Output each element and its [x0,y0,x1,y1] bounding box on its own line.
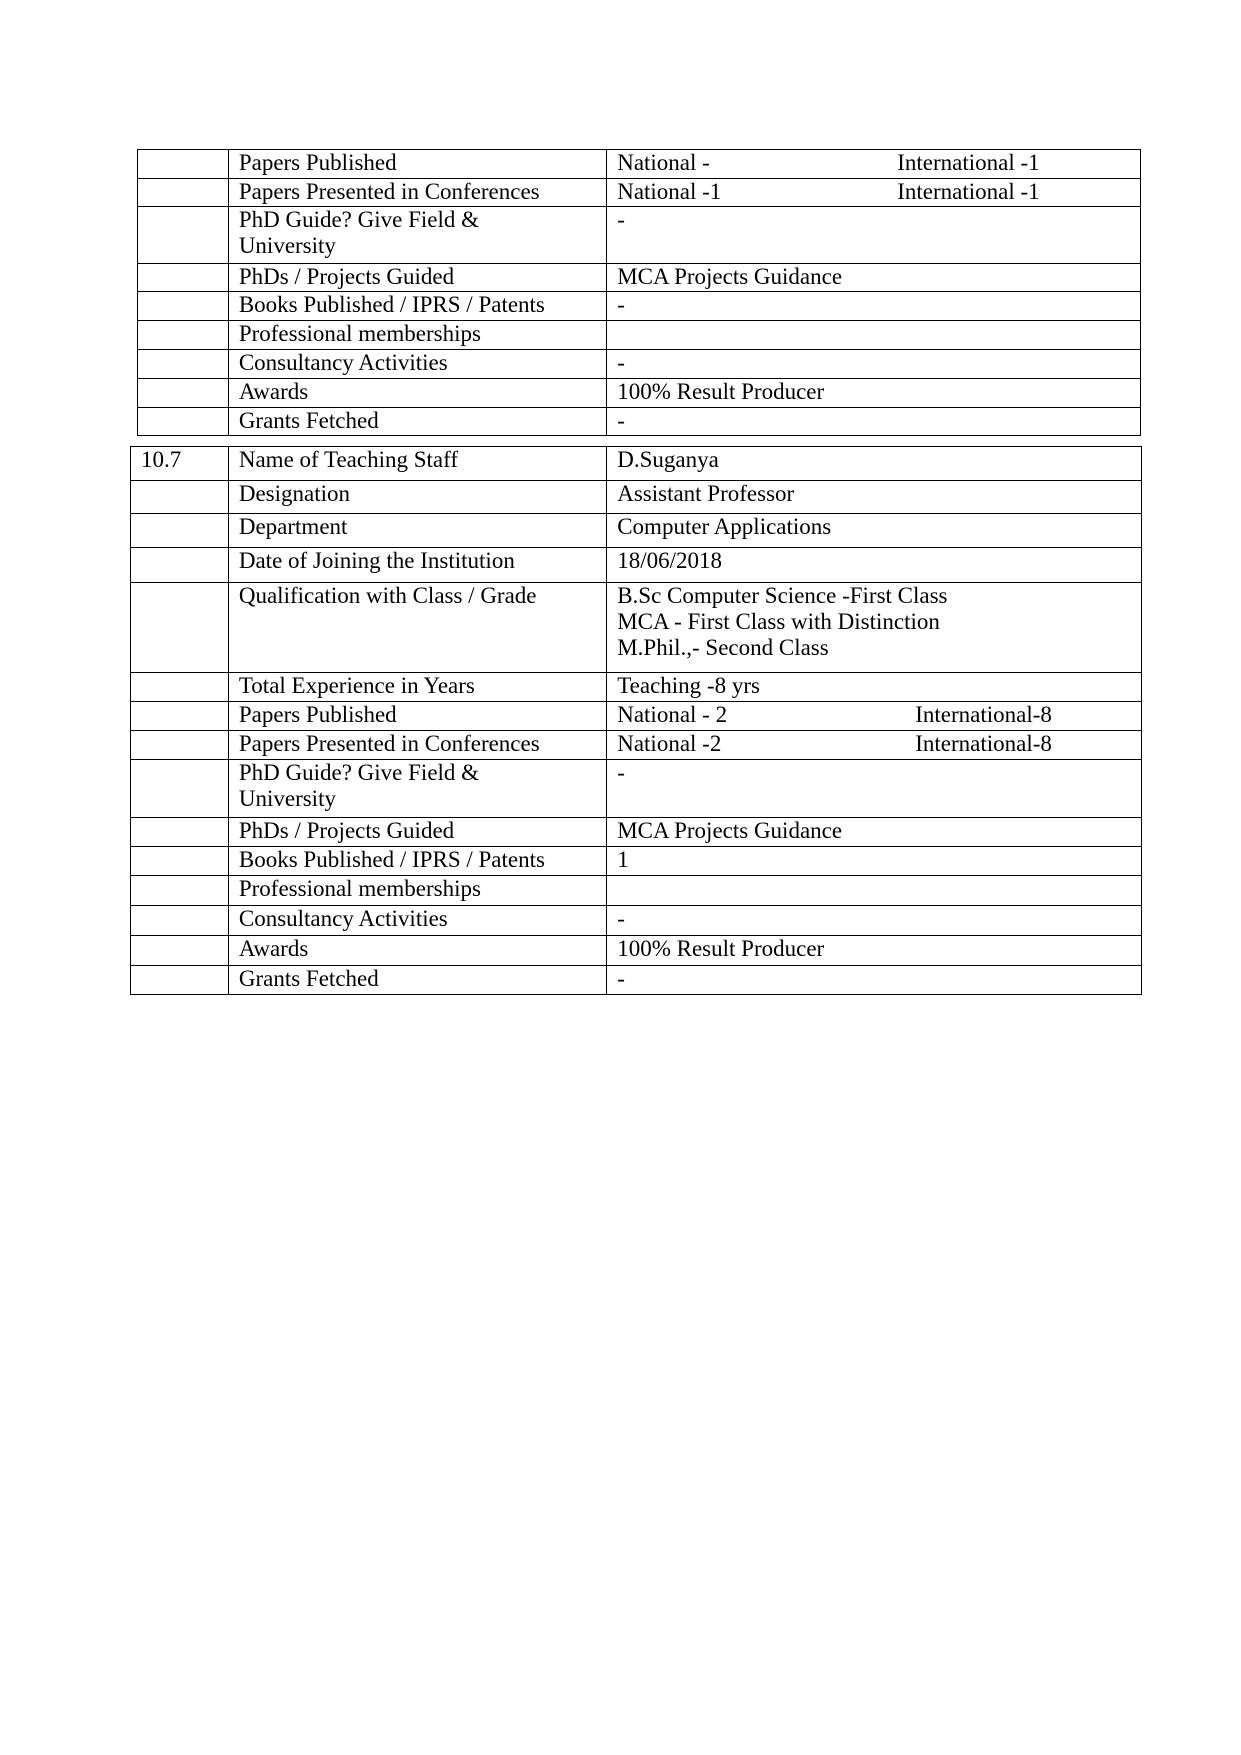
table-row [131,906,1142,936]
serial-cell [131,906,229,936]
table-row [131,818,1142,847]
international-value: International -1 [897,179,1040,204]
field-label: Papers Presented in Conferences [228,731,606,760]
serial-cell [138,179,229,207]
field-value: Assistant Professor [607,481,1142,514]
table-row [131,481,1142,514]
serial-cell [131,583,229,673]
serial-cell [138,207,229,264]
field-label: Grants Fetched [228,408,606,436]
staff-table-10-7 [130,446,1142,995]
field-label [228,760,606,818]
qualification-line: M.Phil.,- Second Class [617,635,829,660]
serial-cell [131,481,229,514]
international-value: International-8 [915,731,1052,756]
field-value: D.Suganya [607,447,1142,481]
table-row [131,760,1142,818]
field-value: - [607,350,1141,379]
field-label: Awards [228,936,606,966]
serial-cell [131,673,229,702]
field-label-line: PhD Guide? Give Field & [238,207,480,232]
serial-cell [131,847,229,876]
field-value [607,731,1142,760]
table-row [138,207,1141,264]
qualification-line: B.Sc Computer Science -First Class [617,583,948,608]
table-row [138,408,1141,436]
field-value [607,150,1141,179]
table-row [131,673,1142,702]
table-row [138,179,1141,207]
field-label: Books Published / IPRS / Patents [228,847,606,876]
serial-cell [138,292,229,321]
field-value: MCA Projects Guidance [607,264,1141,292]
international-value: International-8 [915,702,1052,727]
serial-cell [131,548,229,583]
field-label [228,207,606,264]
table-row [131,702,1142,731]
field-label: Grants Fetched [228,966,606,995]
serial-cell [138,264,229,292]
field-value: - [607,966,1142,995]
serial-cell [131,514,229,548]
table-row [131,966,1142,995]
field-value: Computer Applications [607,514,1142,548]
table-row [131,876,1142,906]
serial-cell [138,321,229,350]
serial-cell [131,731,229,760]
field-value [607,321,1141,350]
field-label: PhDs / Projects Guided [228,818,606,847]
serial-cell [131,818,229,847]
field-value [607,179,1141,207]
serial-cell [131,876,229,906]
table-row [138,292,1141,321]
field-label: Professional memberships [228,321,606,350]
serial-cell [131,760,229,818]
table-row [131,447,1142,481]
field-value: Teaching -8 yrs [607,673,1142,702]
field-label: Papers Published [228,150,606,179]
field-value: 1 [607,847,1142,876]
table-row [131,936,1142,966]
serial-cell [131,966,229,995]
table-row [138,150,1141,179]
table-row [138,321,1141,350]
national-value: National - 2 [617,702,728,727]
field-value: MCA Projects Guidance [607,818,1142,847]
field-label: Name of Teaching Staff [228,447,606,481]
table-row [131,847,1142,876]
field-label-line: University [238,786,336,811]
table-row [131,514,1142,548]
qualification-line: MCA - First Class with Distinction [617,609,940,634]
field-label: Designation [228,481,606,514]
national-value: National - [617,150,710,175]
field-value: - [607,408,1141,436]
field-value: 100% Result Producer [607,936,1142,966]
serial-cell [138,408,229,436]
field-label: Date of Joining the Institution [228,548,606,583]
field-label: Professional memberships [228,876,606,906]
field-value: - [607,760,1142,818]
table-row [138,350,1141,379]
serial-cell [131,936,229,966]
staff-table-previous [137,149,1141,436]
field-label: Papers Presented in Conferences [228,179,606,207]
serial-cell [138,350,229,379]
serial-cell [138,150,229,179]
field-label: Papers Published [228,702,606,731]
field-label-line: University [238,233,336,258]
national-value: National -1 [617,179,722,204]
field-value: - [607,292,1141,321]
field-value [607,876,1142,906]
field-value: - [607,906,1142,936]
field-value: 18/06/2018 [607,548,1142,583]
section-number: 10.7 [131,447,229,481]
field-label: Department [228,514,606,548]
field-label: Consultancy Activities [228,906,606,936]
serial-cell [138,379,229,408]
field-value [607,702,1142,731]
table-row [131,731,1142,760]
national-value: National -2 [617,731,722,756]
field-label: Books Published / IPRS / Patents [228,292,606,321]
table-row [138,379,1141,408]
serial-cell [131,702,229,731]
field-value: - [607,207,1141,264]
qualification-value [607,583,1142,673]
field-label-line: PhD Guide? Give Field & [238,760,480,785]
field-label: Awards [228,379,606,408]
field-label: Total Experience in Years [228,673,606,702]
field-value: 100% Result Producer [607,379,1141,408]
field-label: PhDs / Projects Guided [228,264,606,292]
field-label: Qualification with Class / Grade [228,583,606,673]
international-value: International -1 [897,150,1040,175]
table-row [131,548,1142,583]
table-row [131,583,1142,673]
table-row [138,264,1141,292]
field-label: Consultancy Activities [228,350,606,379]
